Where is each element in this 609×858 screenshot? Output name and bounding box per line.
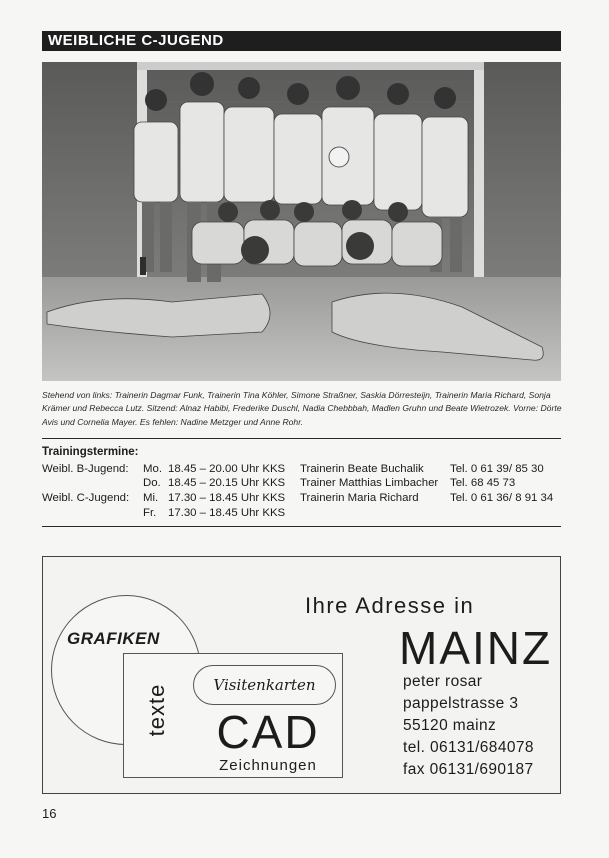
training-day: Do. (143, 477, 161, 489)
training-time: 18.45 – 20.15 Uhr KKS (168, 477, 286, 489)
section-title: WEIBLICHE C-JUGEND (42, 31, 561, 51)
training-coach: Trainerin Maria Richard (300, 492, 419, 504)
training-day: Fr. (143, 507, 157, 519)
address-line: pappelstrasse 3 (403, 695, 519, 712)
zeichnungen-label: Zeichnungen (219, 757, 317, 774)
cad-label: CAD (216, 706, 320, 758)
training-time: 18.45 – 20.00 Uhr KKS (168, 463, 286, 475)
training-phone: Tel. 68 45 73 (450, 477, 516, 489)
texte-label: texte (144, 683, 169, 737)
page-number: 16 (42, 806, 57, 821)
team-photo (42, 62, 561, 381)
training-phone: Tel. 0 61 39/ 85 30 (450, 463, 544, 475)
training-time: 17.30 – 18.45 Uhr KKS (168, 507, 286, 519)
training-time: 17.30 – 18.45 Uhr KKS (168, 492, 286, 504)
training-team: Weibl. C-Jugend: (42, 492, 130, 504)
address-line: peter rosar (403, 673, 483, 690)
grafiken-label: GRAFIKEN (67, 629, 160, 648)
advertisement (42, 556, 561, 794)
address-line: 55120 mainz (403, 717, 497, 734)
divider (42, 438, 561, 439)
training-coach: Trainer Matthias Limbacher (300, 477, 439, 489)
ad-headline: Ihre Adresse in (305, 593, 475, 618)
divider (42, 526, 561, 527)
training-day: Mo. (143, 463, 162, 475)
visitenkarten-label: Visitenkarten (193, 665, 336, 705)
team-photo-illustration (42, 62, 561, 381)
training-phone: Tel. 0 61 36/ 8 91 34 (450, 492, 554, 504)
photo-caption: Stehend von links: Trainerin Dagmar Funk, Trainerin Tina Köhler, Simone Straßner, Saskia Dörresteijn, Trainerin Maria Richard, Sonja Krämer und Rebecca Lutz. Sitzend: Alnaz Habibi, Frederike Duschl, Nadia Chebbbah, Madlen Gruhn und Beate Wietrozek. Vorne: Dörte Avis und Cornelia Mayer. Es fehlen: Nadine Metzger und Anne Rohr. (42, 390, 562, 427)
training-coach: Trainerin Beate Buchalik (300, 463, 424, 475)
training-team: Weibl. B-Jugend: (42, 463, 129, 475)
training-title: Trainingstermine: (42, 446, 139, 458)
address-line: fax 06131/690187 (403, 761, 534, 778)
address-line: tel. 06131/684078 (403, 739, 534, 756)
ad-city: MAINZ (399, 622, 553, 674)
training-day: Mi. (143, 492, 159, 504)
